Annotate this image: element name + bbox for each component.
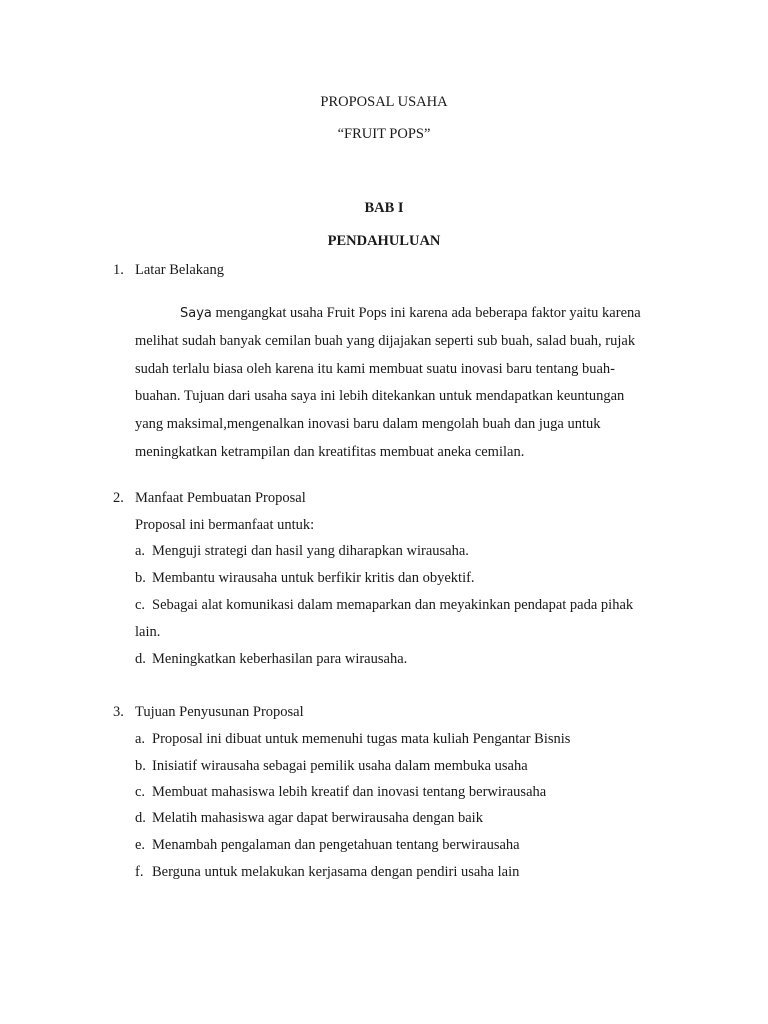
paragraph-first-word: Saya	[180, 306, 212, 321]
list-marker: b.	[135, 570, 146, 586]
document-subtitle: “FRUIT POPS”	[337, 126, 431, 142]
section-3-number: 3.	[113, 704, 124, 720]
list-marker: c.	[135, 597, 146, 613]
document-title: PROPOSAL USAHA	[320, 94, 448, 110]
list-marker: e.	[135, 837, 146, 853]
list-item: Menguji strategi dan hasil yang diharapkan wirausaha.	[152, 543, 469, 559]
list-marker: f.	[135, 864, 144, 880]
section-1-paragraph-line: buahan. Tujuan dari usaha saya ini lebih ditekankan untuk mendapatkan keuntungan	[135, 388, 625, 404]
section-1-paragraph-line: yang maksimal,mengenalkan inovasi baru dalam mengolah buah dan juga untuk	[135, 416, 601, 432]
list-marker: c.	[135, 784, 146, 800]
list-item: Proposal ini dibuat untuk memenuhi tugas mata kuliah Pengantar Bisnis	[152, 731, 571, 747]
section-1-heading: Latar Belakang	[135, 262, 224, 278]
list-marker: d.	[135, 810, 146, 826]
list-item: Melatih mahasiswa agar dapat berwirausaha dengan baik	[152, 810, 483, 826]
section-2-heading: Manfaat Pembuatan Proposal	[135, 490, 306, 506]
list-item: Membuat mahasiswa lebih kreatif dan inovasi tentang berwirausaha	[152, 784, 547, 800]
list-item: Meningkatkan keberhasilan para wirausaha.	[152, 651, 408, 667]
section-1-number: 1.	[113, 262, 124, 278]
section-1-paragraph-line: melihat sudah banyak cemilan buah yang dijajakan seperti sub buah, salad buah, rujak	[135, 333, 636, 349]
list-item: Membantu wirausaha untuk berfikir kritis dan obyektif.	[152, 570, 475, 586]
section-1-paragraph-line: meningkatkan ketrampilan dan kreatifitas membuat aneka cemilan.	[135, 444, 525, 460]
list-item: Berguna untuk melakukan kerjasama dengan pendiri usaha lain	[152, 864, 520, 880]
list-item: Menambah pengalaman dan pengetahuan tentang berwirausaha	[152, 837, 520, 853]
section-3-heading: Tujuan Penyusunan Proposal	[135, 704, 304, 720]
list-item: Sebagai alat komunikasi dalam memaparkan dan meyakinkan pendapat pada pihak	[152, 597, 634, 613]
section-2-number: 2.	[113, 490, 124, 506]
section-1-paragraph-line: sudah terlalu biasa oleh karena itu kami membuat suatu inovasi baru tentang buah-	[135, 361, 615, 377]
list-marker: d.	[135, 651, 146, 667]
list-marker: a.	[135, 543, 146, 559]
section-1-paragraph-line	[180, 305, 641, 322]
chapter-number: BAB I	[364, 200, 404, 216]
chapter-title: PENDAHULUAN	[327, 233, 441, 249]
section-2-intro: Proposal ini bermanfaat untuk:	[135, 517, 315, 533]
list-marker: a.	[135, 731, 146, 747]
list-marker: b.	[135, 758, 146, 774]
paragraph-line-text: mengangkat usaha Fruit Pops ini karena ada beberapa faktor yaitu karena	[211, 305, 641, 321]
list-item: Inisiatif wirausaha sebagai pemilik usaha dalam membuka usaha	[152, 758, 528, 774]
list-item-continuation: lain.	[135, 624, 161, 640]
